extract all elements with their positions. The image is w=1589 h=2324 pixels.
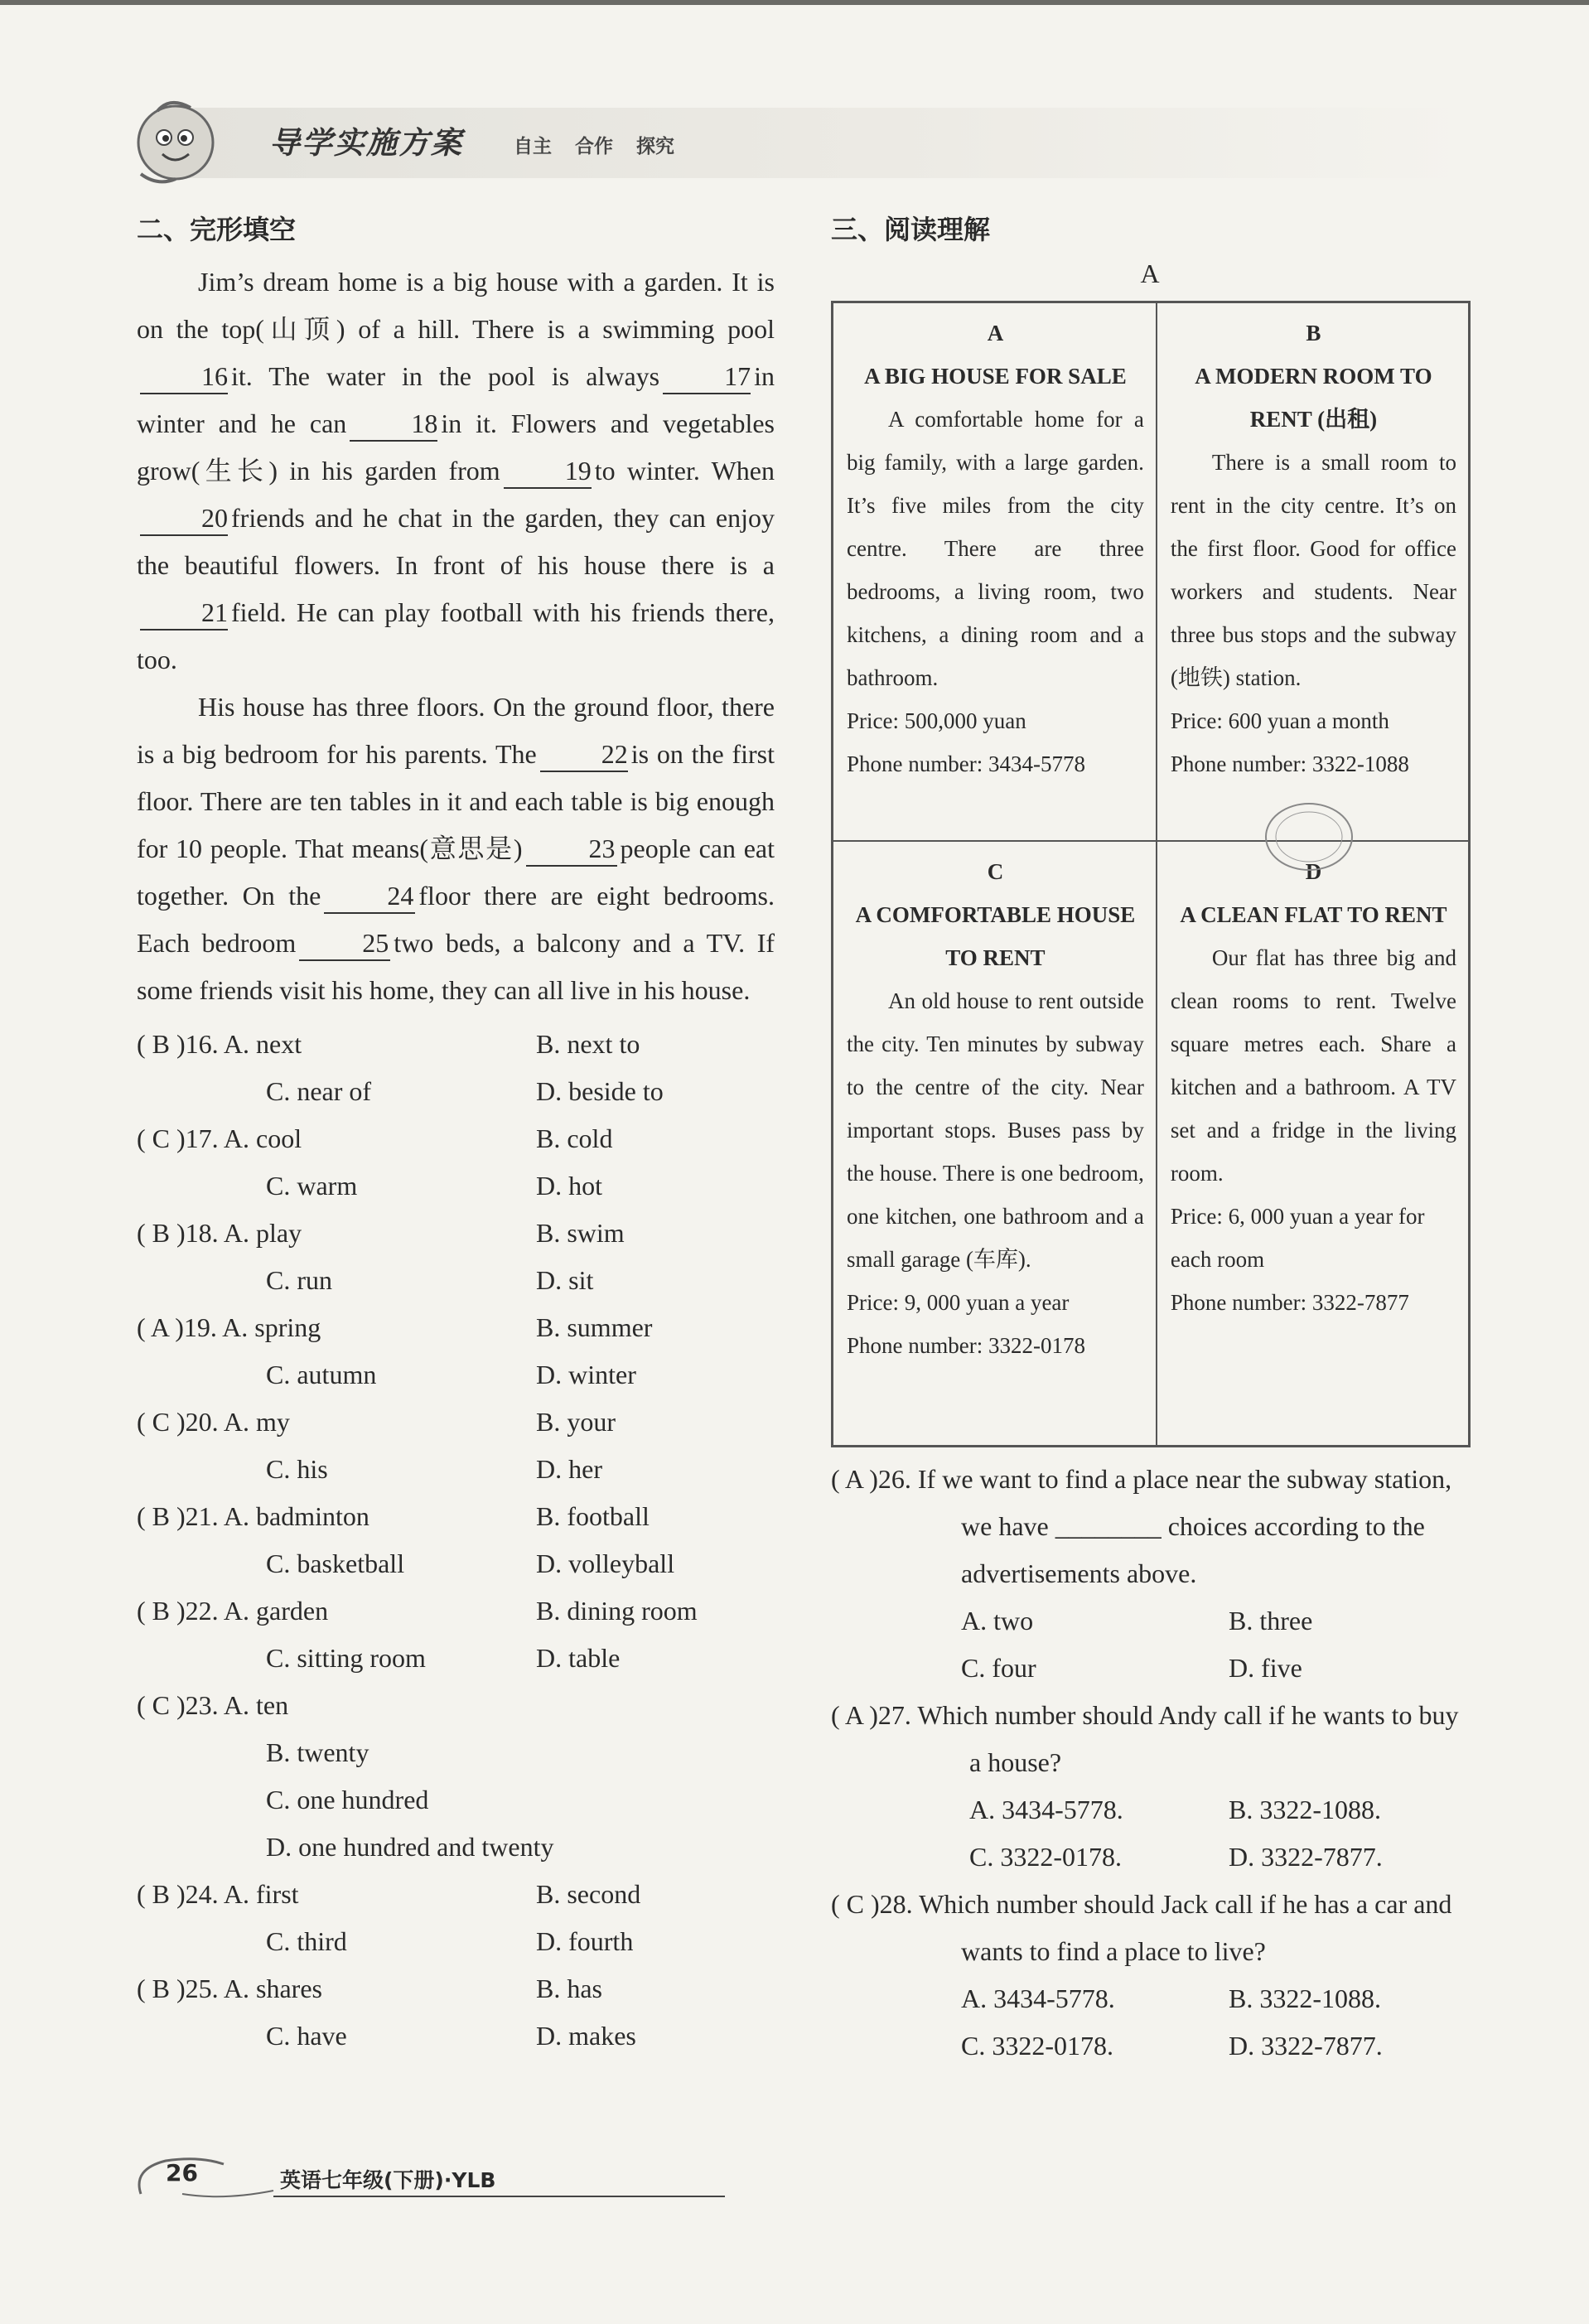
ad-c-price: Price: 9, 000 yuan a year [847, 1290, 1070, 1315]
question-25-cd: C. have D. makes [266, 2021, 636, 2051]
book-title: 英语七年级(下册)·YLB [280, 2168, 496, 2192]
ad-a-title: A BIG HOUSE FOR SALE [864, 364, 1127, 389]
question-28-cd: C. 3322-0178. D. 3322-7877. [961, 2031, 1383, 2061]
question-27-ab: A. 3434-5778. B. 3322-1088. [969, 1795, 1381, 1824]
question-18: ( B )18. A. play B. swim [137, 1218, 625, 1248]
blank-21: 21 [140, 596, 228, 631]
question-19: ( A )19. A. spring B. summer [137, 1312, 653, 1342]
paragraph-2: His house has three floors. On the ground floor, there is a big bedroom for his parents. The 22 is on the first floor. There are ten tables in it and each table is big enough for 10 people. That means(意思是) 23 people can eat together. On the 24 floor there are eight bedrooms. Each bedroom 25 two beds, a balcony and a TV. If some friends visit his home, they can all live in his house. [137, 692, 775, 1005]
question-26-cd: C. four D. five [961, 1653, 1302, 1683]
page-footer [133, 2152, 596, 2202]
ad-b [1157, 302, 1470, 842]
question-28-stem: ( C )28. Which number should Jack call if he has a car and wants to find a place to live? [831, 1889, 1452, 1966]
ad-b-price: Price: 600 yuan a month [1170, 708, 1389, 733]
question-26-ab: A. two B. three [961, 1606, 1313, 1635]
question-20-cd: C. his D. her [266, 1454, 602, 1484]
page-number: 26 [166, 2159, 198, 2186]
ad-d [1157, 841, 1470, 1447]
ad-a-phone: Phone number: 3434-5778 [847, 751, 1085, 776]
ad-d-body: Our flat has three big and clean rooms to rent. Twelve square metres each. Share a kitchen and a bathroom. A TV set and a fridge in the living room. [1170, 945, 1456, 1186]
cloze-section [137, 209, 775, 2060]
page-swirl-icon [133, 2152, 282, 2202]
question-17: ( C )17. A. cool B. cold [137, 1123, 613, 1153]
ad-c-label: C [987, 859, 1004, 884]
watermark-stamp [1259, 795, 1359, 878]
ad-d-phone: Phone number: 3322-7877 [1170, 1290, 1409, 1315]
footer-rule [273, 2196, 725, 2197]
blank-23: 23 [526, 832, 617, 867]
header-title: 导学实施方案 [269, 125, 463, 161]
ad-d-label: D [1305, 859, 1322, 884]
header-tags: 自主 合作 探究 [514, 136, 675, 157]
question-17-cd: C. warm D. hot [266, 1171, 602, 1201]
ad-c-body: An old house to rent outside the city. Ten minutes by subway to the centre of the city. Near important stops. Buses pass by the house. There is one bedroom, one kitchen, one bathroom and a small garage (车库). [847, 988, 1144, 1272]
advertisement-table [831, 301, 1471, 1447]
question-16: ( B )16. A. next B. next to [137, 1029, 640, 1059]
cloze-options [137, 1021, 775, 2060]
question-22: ( B )22. A. garden B. dining room [137, 1596, 698, 1626]
ad-a-label: A [987, 321, 1004, 345]
top-border [0, 0, 1589, 5]
question-19-cd: C. autumn D. winter [266, 1360, 636, 1389]
section-title-cloze: 二、完形填空 [137, 214, 297, 245]
reading-questions [831, 1456, 1469, 2070]
section-title-reading: 三、阅读理解 [831, 214, 991, 245]
ad-b-body: There is a small room to rent in the city centre. It’s on the first floor. Good for office workers and students. Near three bus stops and the subway (地铁) station. [1170, 450, 1456, 690]
blank-20: 20 [140, 501, 228, 536]
ad-a-body: A comfortable home for a big family, with a large garden. It’s five miles from the city centre. There are three bedrooms, a living room, two kitchens, a dining room and a bathroom. [847, 407, 1144, 690]
ad-b-title: A MODERN ROOM TO RENT (出租) [1195, 364, 1432, 432]
question-25: ( B )25. A. shares B. has [137, 1974, 602, 2003]
question-23-b: B. twenty [266, 1737, 369, 1767]
blank-16: 16 [140, 360, 228, 394]
question-20: ( C )20. A. my B. your [137, 1407, 616, 1437]
mascot-icon [124, 99, 232, 191]
reading-section [831, 209, 1469, 2070]
blank-19: 19 [504, 454, 592, 489]
ad-a-price: Price: 500,000 yuan [847, 708, 1026, 733]
paragraph-1: Jim’s dream home is a big house with a garden. It is on the top(山顶) of a hill. There is a swimming pool16 it. The water in the pool is always 17 in winter and he can 18 in it. Flowers and vegetables grow(生长) in his garden from 19 to winter. When20 friends and he chat in the garden, they can enjoy the beautiful flowers. In front of his house there is a21 field. He can play football with his friends there, too. [137, 267, 775, 674]
question-24: ( B )24. A. first B. second [137, 1879, 641, 1909]
blank-18: 18 [350, 407, 437, 442]
cloze-passage [137, 258, 775, 1014]
blank-22: 22 [540, 737, 628, 772]
question-18-cd: C. run D. sit [266, 1265, 594, 1295]
question-23-c: C. one hundred [266, 1785, 429, 1814]
question-23: ( C )23. A. ten [137, 1690, 289, 1720]
reading-part-label: A [1140, 258, 1160, 288]
ad-b-label: B [1306, 321, 1321, 345]
question-16-cd: C. near of D. beside to [266, 1076, 664, 1106]
page-header [124, 99, 1466, 191]
ad-c-title: A COMFORTABLE HOUSE TO RENT [855, 902, 1136, 970]
question-28-ab: A. 3434-5778. B. 3322-1088. [961, 1983, 1381, 2013]
ad-b-phone: Phone number: 3322-1088 [1170, 751, 1409, 776]
ad-d-price: Price: 6, 000 yuan a year for each room [1170, 1204, 1425, 1272]
ad-c [833, 841, 1157, 1447]
question-22-cd: C. sitting room D. table [266, 1643, 621, 1673]
blank-25: 25 [299, 926, 390, 961]
ad-c-phone: Phone number: 3322-0178 [847, 1333, 1085, 1358]
question-23-d: D. one hundred and twenty [266, 1832, 554, 1862]
question-27 [831, 1692, 1469, 1881]
question-24-cd: C. third D. fourth [266, 1926, 634, 1956]
question-21-cd: C. basketball D. volleyball [266, 1549, 675, 1578]
question-26-stem: ( A )26. If we want to find a place near the subway station, we have ________ choices according to the advertisements above. [831, 1464, 1452, 1588]
question-27-stem: ( A )27. Which number should Andy call if he wants to buy a house? [831, 1700, 1459, 1777]
blank-24: 24 [324, 879, 415, 914]
question-28 [831, 1881, 1469, 2070]
question-26 [831, 1456, 1469, 1692]
question-21: ( B )21. A. badminton B. football [137, 1501, 650, 1531]
ad-d-title: A CLEAN FLAT TO RENT [1180, 902, 1447, 927]
question-27-cd: C. 3322-0178. D. 3322-7877. [969, 1842, 1383, 1872]
ad-a [833, 302, 1157, 842]
blank-17: 17 [663, 360, 751, 394]
